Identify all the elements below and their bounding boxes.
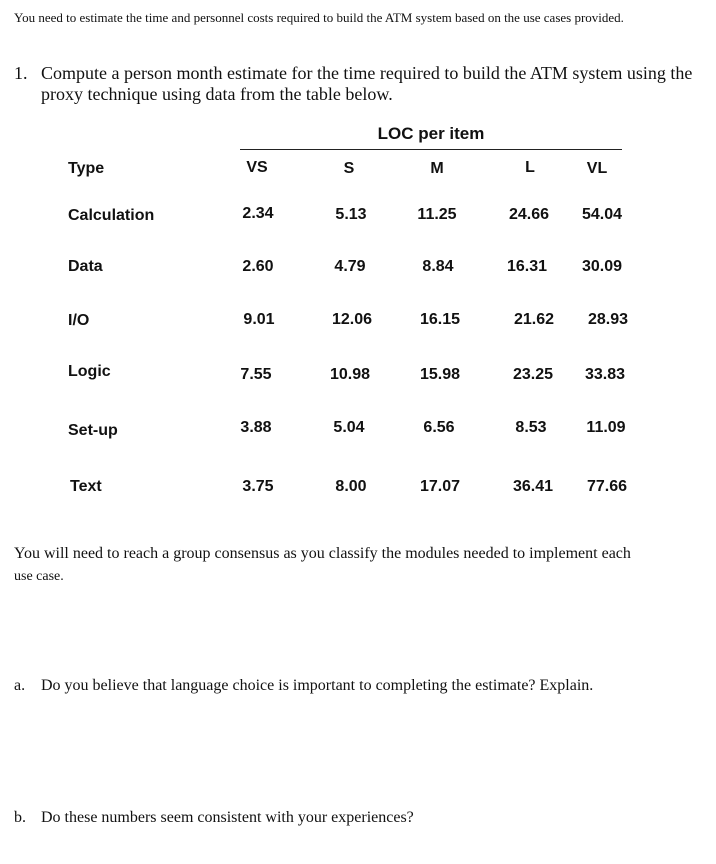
consensus-paragraph <box>14 542 710 588</box>
question-b-text: Do these numbers seem consistent with your experiences? <box>41 809 414 826</box>
table-cell: 5.13 <box>335 206 367 223</box>
table-cell: 3.88 <box>240 419 272 436</box>
column-header-vl: VL <box>586 160 608 177</box>
row-type-text: Text <box>70 478 102 495</box>
table-cell: 10.98 <box>329 366 371 383</box>
table-cell: 8.00 <box>335 478 367 495</box>
row-type-data: Data <box>68 258 103 275</box>
loc-per-item-header: LOC per item <box>240 123 622 150</box>
type-column-header: Type <box>68 160 105 177</box>
question-a-label: a. <box>14 677 26 694</box>
table-cell: 8.84 <box>422 258 454 275</box>
table-cell: 24.66 <box>508 206 550 223</box>
row-type-setup: Set-up <box>68 422 118 439</box>
table-cell: 9.01 <box>243 311 275 328</box>
column-header-l: L <box>525 159 535 176</box>
question-1-text: Compute a person month estimate for the time required to build the ATM system using the proxy technique using data from the table below. <box>41 63 693 104</box>
table-cell: 2.60 <box>242 258 274 275</box>
table-cell: 6.56 <box>423 419 455 436</box>
column-header-s: S <box>343 160 355 177</box>
table-cell: 12.06 <box>331 311 373 328</box>
table-cell: 8.53 <box>515 419 547 436</box>
row-type-calculation: Calculation <box>68 207 155 224</box>
table-cell: 33.83 <box>584 366 626 383</box>
column-header-m: M <box>430 160 444 177</box>
table-cell: 21.62 <box>513 311 555 328</box>
table-cell: 3.75 <box>242 478 274 495</box>
row-type-logic: Logic <box>68 363 111 380</box>
table-cell: 7.55 <box>240 366 272 383</box>
table-cell: 77.66 <box>586 478 628 495</box>
table-cell: 11.25 <box>417 206 457 223</box>
table-cell: 30.09 <box>581 258 623 275</box>
table-cell: 4.79 <box>334 258 366 275</box>
table-cell: 28.93 <box>587 311 629 328</box>
question-b-label: b. <box>14 809 26 826</box>
consensus-line-2: use case. <box>14 569 64 584</box>
table-cell: 2.34 <box>242 205 274 222</box>
table-cell: 11.09 <box>586 419 626 436</box>
column-header-vs: VS <box>246 159 268 176</box>
consensus-line-1: You will need to reach a group consensus as you classify the modules needed to implement each <box>14 545 631 562</box>
table-cell: 23.25 <box>512 366 554 383</box>
question-1-number: 1. <box>14 63 28 83</box>
question-a-text: Do you believe that language choice is important to completing the estimate? Explain. <box>41 677 594 694</box>
table-cell: 15.98 <box>419 366 461 383</box>
table-cell: 17.07 <box>419 478 461 495</box>
row-type-io: I/O <box>68 312 90 329</box>
table-cell: 36.41 <box>512 478 554 495</box>
table-cell: 5.04 <box>333 419 365 436</box>
table-cell: 16.15 <box>419 311 461 328</box>
table-cell: 16.31 <box>506 258 548 275</box>
intro-paragraph: You need to estimate the time and personnel costs required to build the ATM system based on the use cases provided. <box>14 10 624 25</box>
table-cell: 54.04 <box>581 206 623 223</box>
